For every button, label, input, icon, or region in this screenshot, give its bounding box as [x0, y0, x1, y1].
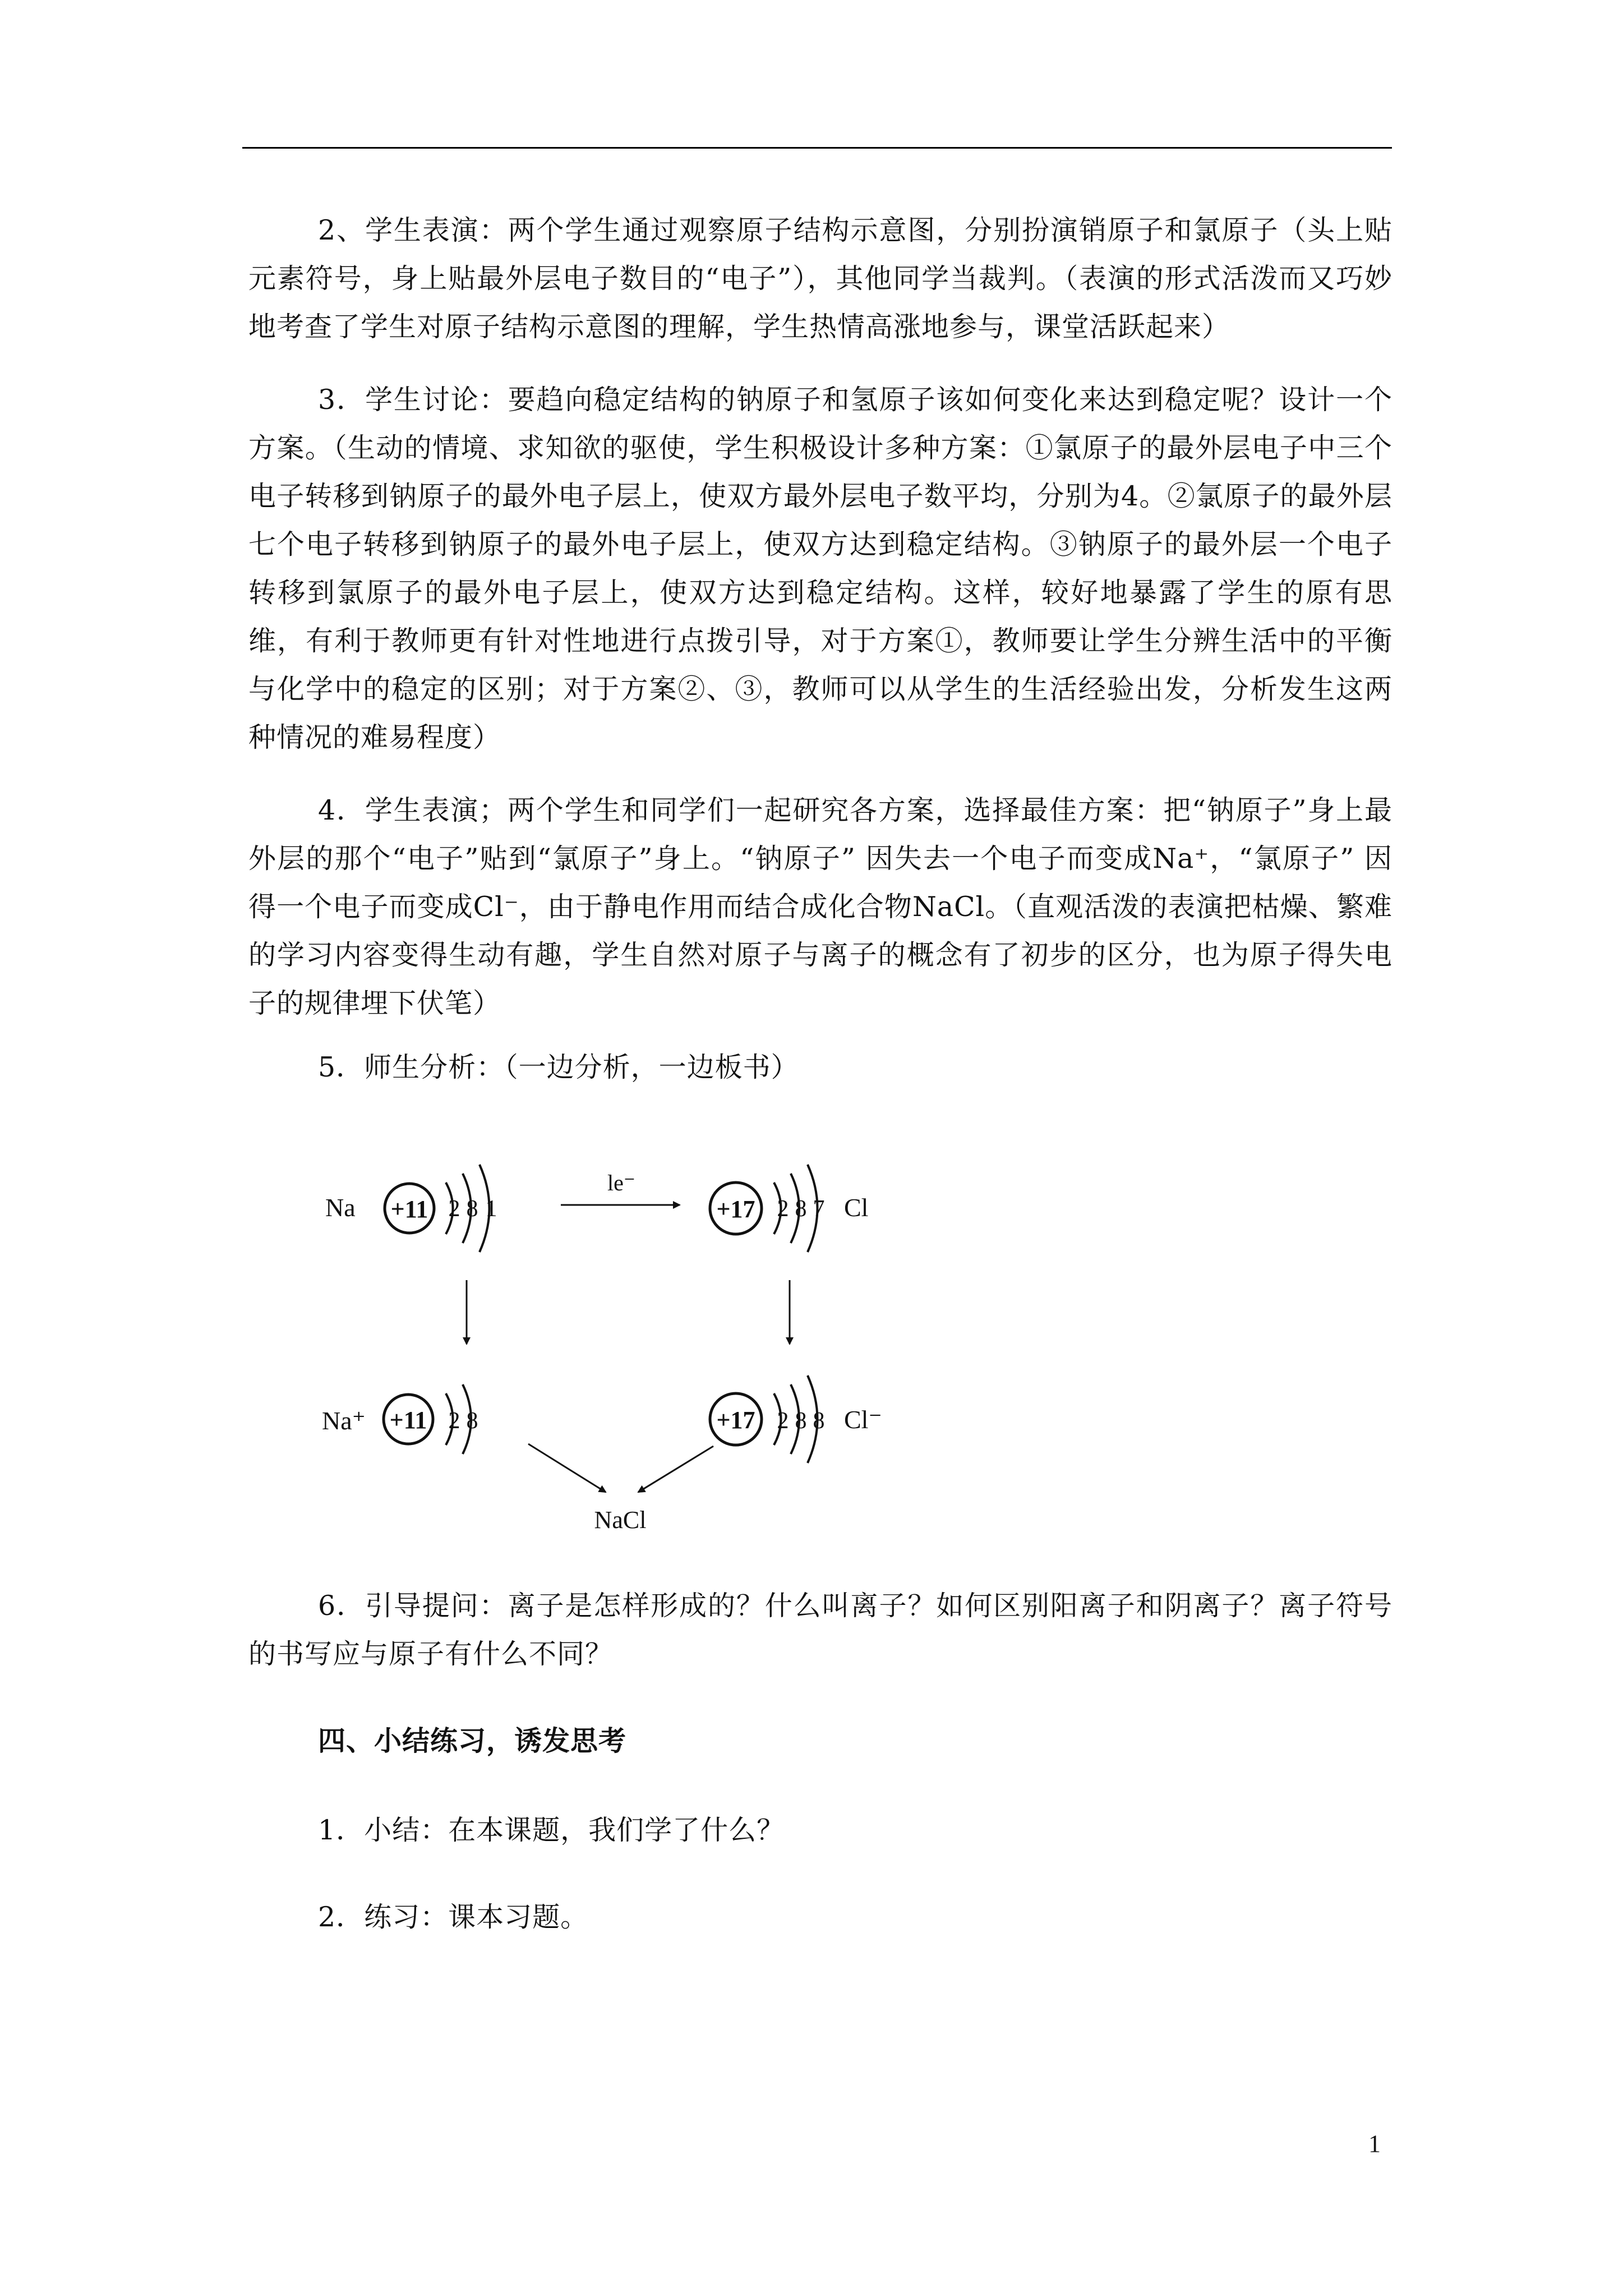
cl-ion-to-nacl-arrow [638, 1446, 713, 1492]
cl-shell-1: 2 [777, 1196, 789, 1222]
ion-formation-diagram [314, 1122, 1021, 1548]
paragraph-analysis: 5．师生分析：（一边分析，一边板书） [318, 1051, 799, 1083]
paragraph-student-performance: 2、学生表演：两个学生通过观察原子结构示意图，分别扮演销原子和氯原子（头上贴元素符号，身上贴最外层电子数目的“电子”），其他同学当裁判。（表演的形式活泼而又巧妙地考查了学生对原子结构示意图的理解，学生热情高涨地参与，课堂活跃起来） [248, 214, 1393, 343]
header-rule [242, 147, 1392, 149]
cl-nucleus-charge: +17 [716, 1195, 755, 1223]
paragraph-exercise: 2．练习：课本习题。 [318, 1901, 589, 1933]
cl-shell-3: 7 [813, 1196, 825, 1222]
na-shell-3: 1 [485, 1196, 497, 1222]
electron-transfer-label: le⁻ [607, 1170, 635, 1195]
cl-label: Cl [844, 1193, 869, 1222]
na-ion-to-nacl-arrow [528, 1444, 606, 1492]
paragraph-guiding-questions: 6．引导提问：离子是怎样形成的？什么叫离子？如何区别阳离子和阴离子？离子符号的书写应与原子有什么不同？ [248, 1590, 1393, 1670]
na-nucleus-charge: +11 [390, 1195, 428, 1223]
cl-ion-shell-3: 8 [813, 1408, 825, 1434]
page-number: 1 [1368, 2130, 1381, 2157]
na-ion-shell-1: 2 [448, 1408, 460, 1434]
cl-ion-shell-1: 2 [777, 1408, 789, 1434]
paragraph-summary: 1．小结：在本课题，我们学了什么？ [318, 1814, 785, 1846]
product-label: NaCl [594, 1506, 647, 1534]
paragraph-student-performance-2: 4．学生表演；两个学生和同学们一起研究各方案，选择最佳方案：把“钠原子”身上最外层的那个“电子”贴到“氯原子”身上。“钠原子” 因失去一个电子而变成Na⁺，“氯原子” 因得一个电子而变成Cl⁻，由于静电作用而结合成化合物NaCl。（直观活泼的表演把枯燥、繁难的学习内容变得生动有趣，学生自然对原子与离子的概念有了初步的区分，也为原子得失电子的规律埋下伏笔） [248, 794, 1393, 1019]
na-label: Na [325, 1193, 356, 1222]
cl-shell-2: 8 [795, 1196, 807, 1222]
section-heading-summary: 四、小结练习，诱发思考 [318, 1724, 627, 1757]
na-shell-2: 8 [466, 1196, 478, 1222]
cl-ion-label: Cl⁻ [844, 1405, 882, 1434]
cl-ion-nucleus-charge: +17 [716, 1406, 755, 1434]
cl-ion-shell-2: 8 [795, 1408, 807, 1434]
na-shell-1: 2 [448, 1196, 460, 1222]
na-ion-shell-2: 8 [466, 1408, 478, 1434]
paragraph-student-discussion: 3．学生讨论：要趋向稳定结构的钠原子和氢原子该如何变化来达到稳定呢？设计一个方案。（生动的情境、求知欲的驱使，学生积极设计多种方案：①氯原子的最外层电子中三个电子转移到钠原子的最外电子层上，使双方最外层电子数平均，分别为4。②氯原子的最外层七个电子转移到钠原子的最外电子层上，使双方达到稳定结构。③钠原子的最外层一个电子转移到氯原子的最外电子层上，使双方达到稳定结构。这样，较好地暴露了学生的原有思维，有利于教师更有针对性地进行点拨引导，对于方案①，教师要让学生分辨生活中的平衡与化学中的稳定的区别；对于方案②、③，教师可以从学生的生活经验出发，分析发生这两种情况的难易程度） [248, 384, 1393, 753]
na-ion-label: Na⁺ [322, 1406, 366, 1435]
na-ion-nucleus-charge: +11 [389, 1406, 427, 1434]
